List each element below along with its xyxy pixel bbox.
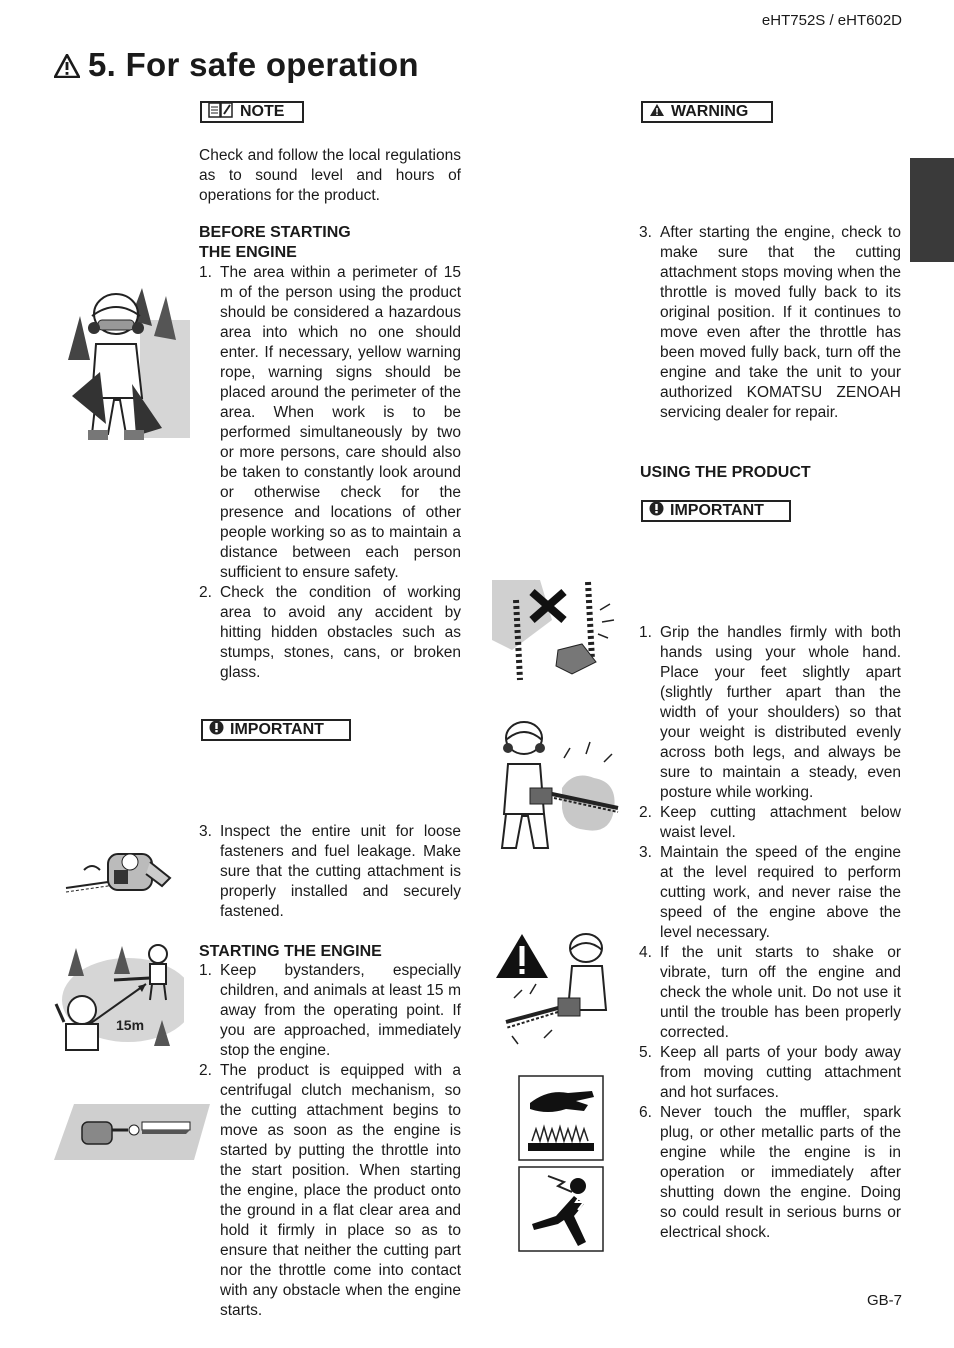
list-item	[639, 1103, 901, 1243]
starting-engine-list-cont	[639, 223, 901, 423]
before-heading-line1: BEFORE STARTING	[199, 224, 351, 241]
item-text: Keep cutting attachment below waist level.	[660, 804, 901, 841]
before-starting-heading	[199, 223, 351, 263]
model-number: eHT752S / eHT602D	[761, 12, 902, 29]
list-item	[639, 803, 901, 843]
item-number: 1.	[639, 624, 652, 641]
warning-label-box	[641, 101, 773, 123]
blade-obstacle-x-illustration	[492, 580, 620, 689]
item-text: Never touch the muffler, spark plug, or other metallic parts of the engine while the engine is in operation or immediately after shutting down the engine. Doing so could result in serious burns or electrical shock.	[660, 1104, 901, 1241]
list-item	[639, 223, 901, 423]
warning-triangle-icon	[54, 48, 80, 86]
list-item	[199, 1061, 461, 1321]
starting-engine-heading: STARTING THE ENGINE	[199, 943, 382, 960]
list-item	[639, 1043, 901, 1103]
note-text: Check and follow the local regulations as to sound level and hours of operations for the product.	[199, 147, 461, 204]
list-item	[639, 843, 901, 943]
important-label: IMPORTANT	[230, 721, 324, 738]
item-number: 1.	[199, 264, 212, 281]
item-number: 5.	[639, 1044, 652, 1061]
exclamation-circle-icon	[209, 720, 224, 740]
item-text: Grip the handles firmly with both hands using your whole hand. Place your feet slightly apart (slightly further apart than the width of your shoulders) so that your weight is distributed evenly across both legs, and always be sure to maintain a steady, even posture while working.	[660, 624, 901, 801]
15m-distance-illustration	[54, 940, 184, 1057]
item-number: 3.	[199, 823, 212, 840]
item-text: Inspect the entire unit for loose fasteners and fuel leakage. Make sure that the cutting attachment is properly installed and securely fastened.	[220, 823, 461, 920]
item-number: 2.	[199, 584, 212, 601]
item-number: 4.	[639, 944, 652, 961]
warning-label: WARNING	[671, 103, 749, 120]
page-number: GB-7	[866, 1292, 902, 1309]
starting-engine-list	[199, 961, 461, 1321]
hedge-trimmer-inspection-illustration	[62, 840, 174, 909]
item-text: After starting the engine, check to make sure that the cutting attachment stops moving when the throttle is moved fully back to its original position. If it continues to move even after the throttle has been moved fully back, turn off the engine and take the unit to your authorized KOMATSU ZENOAH servicing dealer for repair.	[660, 224, 901, 421]
using-product-list	[639, 623, 901, 1243]
electric-shock-icon	[518, 1166, 604, 1257]
item-number: 2.	[199, 1062, 212, 1079]
warning-triangle-icon	[649, 103, 665, 122]
exclamation-circle-icon	[649, 501, 664, 521]
page-title-text: 5. For safe operation	[88, 46, 419, 83]
worker-trimming-hedge-illustration	[494, 718, 624, 861]
list-item	[199, 583, 461, 683]
trimmer-on-ground-illustration	[54, 1104, 210, 1167]
item-text: Check the condition of working area to avoid any accident by hitting hidden obstacles such as stumps, stones, cans, or broken glass.	[220, 584, 461, 681]
note-label: NOTE	[240, 103, 285, 120]
item-text: If the unit starts to shake or vibrate, turn off the engine and check the whole unit. Do not use it until the trouble has been properly corrected.	[660, 944, 901, 1041]
page-title	[54, 46, 419, 86]
before-starting-list-cont	[199, 822, 461, 922]
section-tab	[910, 158, 954, 262]
list-item	[199, 961, 461, 1061]
item-text: Maintain the speed of the engine at the level required to perform cutting work, and never raise the speed of the engine above the level necessary.	[660, 844, 901, 941]
item-number: 3.	[639, 844, 652, 861]
list-item	[639, 943, 901, 1043]
list-item	[639, 623, 901, 803]
hot-surface-icon	[518, 1075, 604, 1166]
list-item	[199, 822, 461, 922]
note-icon	[208, 102, 234, 123]
list-item	[199, 263, 461, 583]
item-text: The area within a perimeter of 15 m of the person using the product should be considered a hazardous area into which no one should enter. If necessary, yellow warning rope, warning signs should be placed around the perimeter of the area. When work is to be performed simultaneously by two or more persons, care should also be taken to constantly look around or otherwise check for the presence and locations of other people working so as to maintain a distance between each person sufficient to ensure safety.	[220, 264, 461, 581]
item-text: Keep bystanders, especially children, and animals at least 15 m away from the operating point. If you are approached, immediately stop the engine.	[220, 962, 461, 1059]
item-number: 2.	[639, 804, 652, 821]
item-number: 6.	[639, 1104, 652, 1121]
vibration-warning-illustration	[494, 928, 618, 1053]
item-number: 1.	[199, 962, 212, 979]
item-text: Keep all parts of your body away from moving cutting attachment and hot surfaces.	[660, 1044, 901, 1101]
important-label: IMPORTANT	[670, 502, 764, 519]
item-number: 3.	[639, 224, 652, 241]
before-heading-line2: THE ENGINE	[199, 244, 297, 261]
note-label-box	[200, 101, 304, 123]
using-product-heading: USING THE PRODUCT	[640, 464, 811, 481]
important-label-box	[201, 719, 351, 741]
before-starting-list	[199, 263, 461, 683]
worker-with-cones-illustration	[62, 288, 192, 451]
distance-label: 15m	[116, 1017, 145, 1033]
item-text: The product is equipped with a centrifugal clutch mechanism, so the cutting attachment begins to move as soon as the engine is started by putting the throttle into the start position. When starting the engine, place the product onto the ground in a flat clear area and hold it firmly in place so as to ensure that neither the cutting part nor the throttle come into contact with any obstacle when the engine starts.	[220, 1062, 461, 1319]
important-label-box-right	[641, 500, 791, 522]
